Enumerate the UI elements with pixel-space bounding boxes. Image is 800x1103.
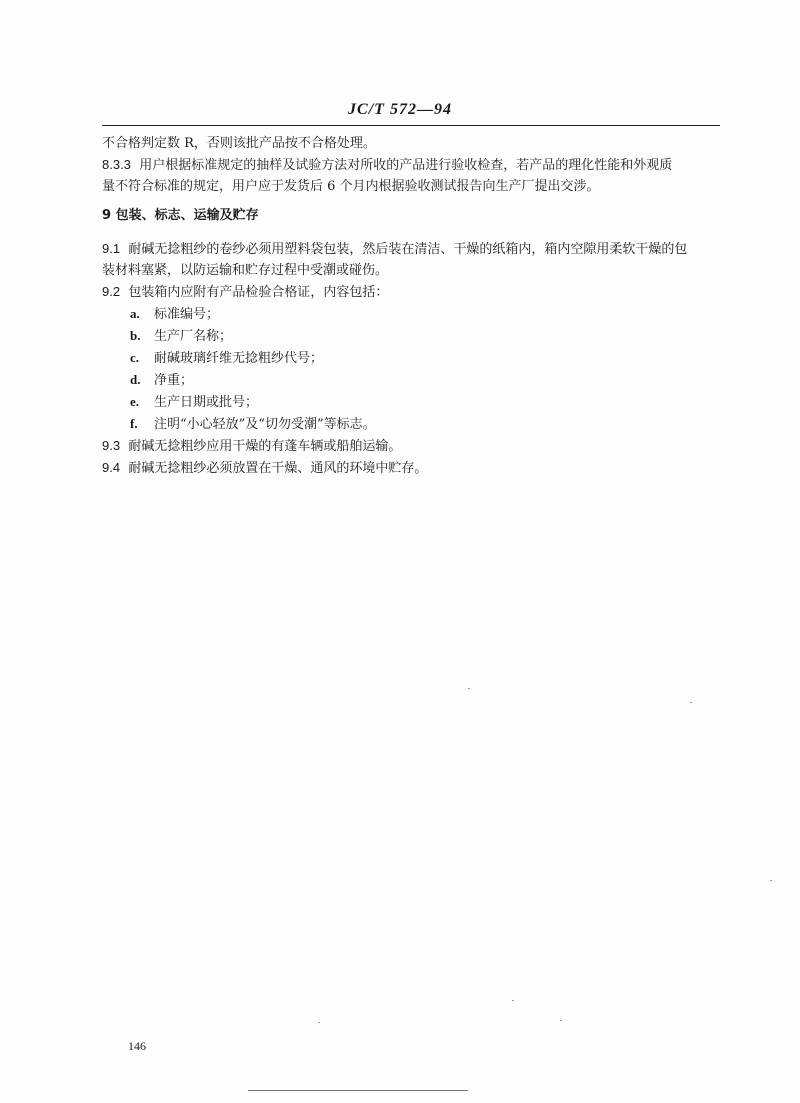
clause-9-1-line-2: 装材料塞紧，以防运输和贮存过程中受潮或碰伤。 — [102, 263, 389, 278]
clause-number: 9.2 — [102, 284, 121, 299]
list-item-text: 耐碱玻璃纤维无捻粗纱代号； — [154, 351, 324, 366]
clause-text: 用户根据标准规定的抽样及试验方法对所收的产品进行验收检查，若产品的理化性能和外观质 — [139, 158, 673, 173]
list-item-text: 标准编号； — [154, 307, 220, 322]
clause-9-3 — [102, 435, 720, 457]
clause-number: 9.3 — [102, 438, 121, 453]
clause-text: 耐碱无捻粗纱必须放置在干燥、通风的环境中贮存。 — [128, 461, 428, 476]
list-item-label: e. — [130, 394, 140, 409]
page-number: 146 — [128, 1039, 146, 1053]
clause-8-3-3-line-1 — [102, 154, 720, 176]
scan-speck — [560, 1020, 562, 1021]
clause-9-4 — [102, 457, 720, 479]
clause-text: 耐碱无捻粗纱应用干燥的有蓬车辆或船舶运输。 — [128, 439, 402, 454]
scan-speck — [690, 702, 692, 703]
section-9-heading: 9 包装、标志、运输及贮存 — [102, 208, 259, 223]
clause-number: 9.1 — [102, 241, 121, 256]
scan-speck — [770, 880, 772, 881]
list-item — [102, 391, 720, 413]
list-item-label: c. — [130, 350, 140, 365]
list-item-label: d. — [130, 372, 141, 387]
clause-text: 耐碱无捻粗纱的卷纱必须用塑料袋包装，然后装在清洁、干燥的纸箱内，箱内空隙用柔软干燥的包 — [128, 242, 688, 257]
scan-speck — [468, 688, 470, 689]
list-item-text: 净重； — [154, 373, 194, 388]
scan-speck — [512, 1000, 514, 1001]
list-item-text: 注明“小心轻放”及“切勿受潮”等标志。 — [154, 417, 376, 432]
list-item — [102, 347, 720, 369]
clause-number: 8.3.3 — [102, 157, 131, 172]
list-item — [102, 413, 720, 435]
scan-edge-line — [248, 1090, 468, 1091]
clause-number: 9.4 — [102, 460, 121, 475]
list-item-label: b. — [130, 328, 141, 343]
standard-code-header: JC/T 572—94 — [348, 101, 452, 118]
list-item-text: 生产厂名称； — [154, 329, 233, 344]
continued-paragraph: 不合格判定数 R，否则该批产品按不合格处理。 — [102, 136, 376, 151]
list-item-label: f. — [130, 416, 138, 431]
clause-9-2 — [102, 281, 720, 303]
list-item — [102, 325, 720, 347]
scan-speck — [318, 1022, 320, 1023]
header-rule — [102, 125, 720, 126]
document-body — [102, 133, 720, 479]
list-item — [102, 369, 720, 391]
list-item-text: 生产日期或批号； — [154, 395, 259, 410]
clause-8-3-3-line-2: 量不符合标准的规定，用户应于发货后 6 个月内根据验收测试报告向生产厂提出交涉。 — [102, 179, 600, 194]
clause-9-1-line-1 — [102, 238, 720, 260]
clause-text: 包装箱内应附有产品检验合格证，内容包括： — [128, 285, 389, 300]
list-item — [102, 303, 720, 325]
list-item-label: a. — [130, 306, 140, 321]
